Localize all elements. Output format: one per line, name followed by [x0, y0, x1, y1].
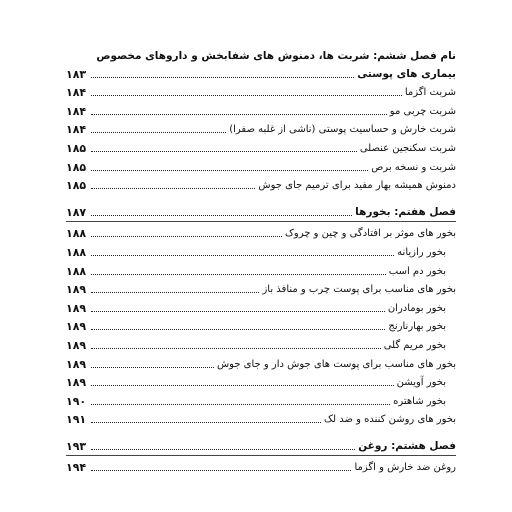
entry-text: بخور بهارنارنج	[388, 321, 446, 333]
divider	[66, 221, 456, 222]
dot-leader	[91, 188, 255, 189]
page-number: ۱۸۵	[66, 141, 87, 155]
dot-leader	[91, 95, 402, 96]
dot-leader	[91, 77, 354, 78]
dot-leader	[91, 236, 282, 237]
toc-entry	[66, 176, 456, 195]
entry-text: شربت چربی مو	[389, 105, 456, 117]
page-number: ۱۸۹	[66, 301, 87, 315]
dot-leader	[91, 215, 352, 216]
entry-text: شربت اگزما	[404, 87, 456, 99]
page-number: ۱۸۷	[66, 205, 87, 219]
page-number: ۱۸۹	[66, 283, 87, 297]
page-number: ۱۸۸	[66, 264, 87, 278]
entry-text: شربت سکنجین عنصلی	[359, 142, 456, 154]
entry-text: بخور دم اسب	[388, 265, 446, 277]
entry-text: بخور های روشن کننده و ضد لک	[324, 414, 456, 426]
dot-leader	[91, 274, 386, 275]
entry-text: بخور های مناسب برای پوست های جوش دار و جای جوش	[216, 358, 456, 370]
toc-section-heading	[66, 64, 456, 83]
entry-text: بخور شاهتره	[393, 395, 446, 407]
toc-entry	[66, 373, 456, 392]
page-number: ۱۸۸	[66, 227, 87, 241]
dot-leader	[91, 422, 321, 423]
toc-entry	[66, 410, 456, 429]
page-number: ۱۸۴	[66, 104, 87, 118]
entry-text: بخور های مناسب برای پوست چرب و منافذ باز	[262, 284, 456, 296]
dot-leader	[91, 114, 387, 115]
toc-entry	[66, 101, 456, 120]
section-spacer	[66, 194, 456, 202]
toc-entry	[66, 391, 456, 410]
toc-entry	[66, 242, 456, 261]
toc-entry	[66, 317, 456, 336]
dot-leader	[91, 348, 381, 349]
toc-entry	[66, 280, 456, 299]
dot-leader	[91, 311, 385, 312]
entry-text: بخور آویشن	[396, 377, 446, 389]
entry-text: دمنوش همیشه بهار مفید برای ترمیم جای جوش	[258, 180, 456, 192]
toc-entry	[66, 224, 456, 243]
toc-entry	[66, 83, 456, 102]
section-heading-text: فصل هشتم: روغن	[358, 439, 456, 452]
entry-text: بخور بومادران	[387, 302, 446, 314]
dot-leader	[91, 170, 368, 171]
entry-text: روغن ضد خارش و اگزما	[354, 462, 456, 474]
page-number: ۱۸۳	[66, 67, 87, 81]
page-number: ۱۸۴	[66, 123, 87, 137]
section-heading-text: فصل هفتم: بخورها	[355, 205, 456, 218]
section-heading-text: بیماری های پوستی	[357, 67, 456, 80]
page-number: ۱۸۹	[66, 357, 87, 371]
section-spacer	[66, 428, 456, 436]
dot-leader	[91, 255, 394, 256]
toc-entry	[66, 120, 456, 139]
table-of-contents	[66, 48, 456, 476]
toc-entry	[66, 354, 456, 373]
dot-leader	[91, 292, 259, 293]
page-number: ۱۹۴	[66, 461, 87, 475]
page-number: ۱۸۵	[66, 179, 87, 193]
page-number: ۱۸۵	[66, 160, 87, 174]
entry-text: بخور های موثر بر افتادگی و چین و چروک	[284, 228, 456, 240]
toc-entry	[66, 138, 456, 157]
chapter-six-title: نام فصل ششم: شربت ها، دمنوش های شفابخش و داروهای مخصوص	[96, 50, 456, 62]
toc-entry	[66, 335, 456, 354]
entry-text: شربت خارش و حساسیت پوستی (ناشی از غلبه صفرا)	[229, 124, 456, 136]
page-number: ۱۹۳	[66, 439, 87, 453]
entry-text: بخور مریم گلی	[383, 339, 446, 351]
dot-leader	[91, 470, 351, 471]
toc-section-heading	[66, 436, 456, 455]
page-number: ۱۹۱	[66, 413, 87, 427]
divider	[66, 455, 456, 456]
page-number: ۱۸۴	[66, 86, 87, 100]
page-number: ۱۸۸	[66, 245, 87, 259]
dot-leader	[91, 404, 390, 405]
dot-leader	[91, 132, 226, 133]
entry-text: بخور رازیانه	[397, 246, 446, 258]
toc-section-heading	[66, 202, 456, 221]
dot-leader	[91, 449, 355, 450]
dot-leader	[91, 385, 394, 386]
page-number: ۱۸۹	[66, 338, 87, 352]
dot-leader	[91, 151, 357, 152]
toc-entry	[66, 157, 456, 176]
toc-entry	[66, 458, 456, 477]
entry-text: شربت و نسخه برص	[371, 161, 456, 173]
page-number: ۱۸۹	[66, 320, 87, 334]
dot-leader	[91, 329, 385, 330]
page-number: ۱۸۹	[66, 376, 87, 390]
dot-leader	[91, 367, 214, 368]
page-number: ۱۹۰	[66, 394, 87, 408]
toc-entry	[66, 298, 456, 317]
toc-entry	[66, 261, 456, 280]
